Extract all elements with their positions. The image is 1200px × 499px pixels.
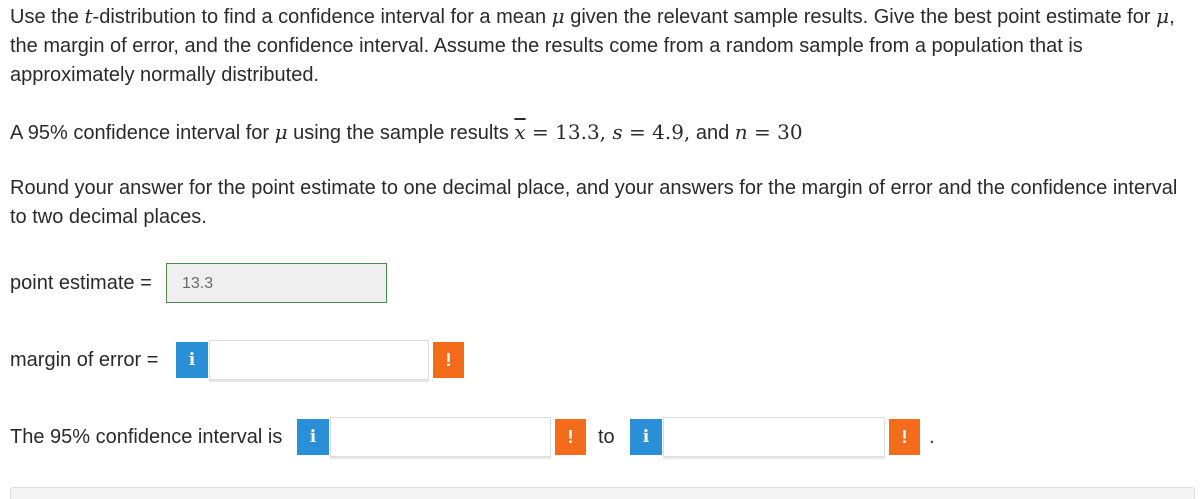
margin-of-error-input[interactable]	[209, 340, 429, 380]
mu-symbol: μ	[551, 4, 565, 28]
point-estimate-label: point estimate =	[10, 272, 152, 294]
period: .	[929, 426, 935, 448]
error-icon[interactable]: !	[889, 419, 920, 455]
rounding-instructions: Round your answer for the point estimate to one decimal place, and your answers for the margin of error and the confidence interval to two decimal places.	[10, 177, 1178, 228]
error-icon[interactable]: !	[555, 419, 586, 455]
t-symbol: t	[84, 4, 93, 28]
mu-symbol: μ	[1156, 4, 1170, 28]
confidence-interval-label: The 95% confidence interval is	[10, 426, 283, 448]
to-label: to	[598, 426, 615, 448]
margin-of-error-label: margin of error =	[10, 349, 159, 371]
xbar-symbol: $\overline{x}$	[514, 120, 526, 144]
info-icon[interactable]: i	[176, 342, 208, 378]
bottom-panel-edge	[10, 487, 1195, 499]
ci-upper-input[interactable]	[663, 417, 885, 457]
s-symbol: s	[612, 120, 623, 144]
n-symbol: n	[734, 120, 748, 144]
ci-lower-input[interactable]	[330, 417, 551, 457]
info-icon[interactable]: i	[630, 419, 662, 455]
problem-statement: A 95% confidence interval for μ using the sample results $\overline{x} = 13.3$, s = 4.9, and n = 30	[10, 120, 803, 144]
info-icon[interactable]: i	[297, 419, 329, 455]
question-instructions: Use the t-distribution to find a confidence interval for a mean μ given the relevant sample results. Give the best point estimate for μ, the margin of error, and the confidence interval. Assume the results come from a random sample from a population that is approximately normally distributed.	[10, 4, 1175, 86]
mu-symbol: μ	[274, 120, 288, 144]
error-icon[interactable]: !	[433, 342, 464, 378]
point-estimate-input[interactable]: 13.3	[166, 263, 387, 303]
